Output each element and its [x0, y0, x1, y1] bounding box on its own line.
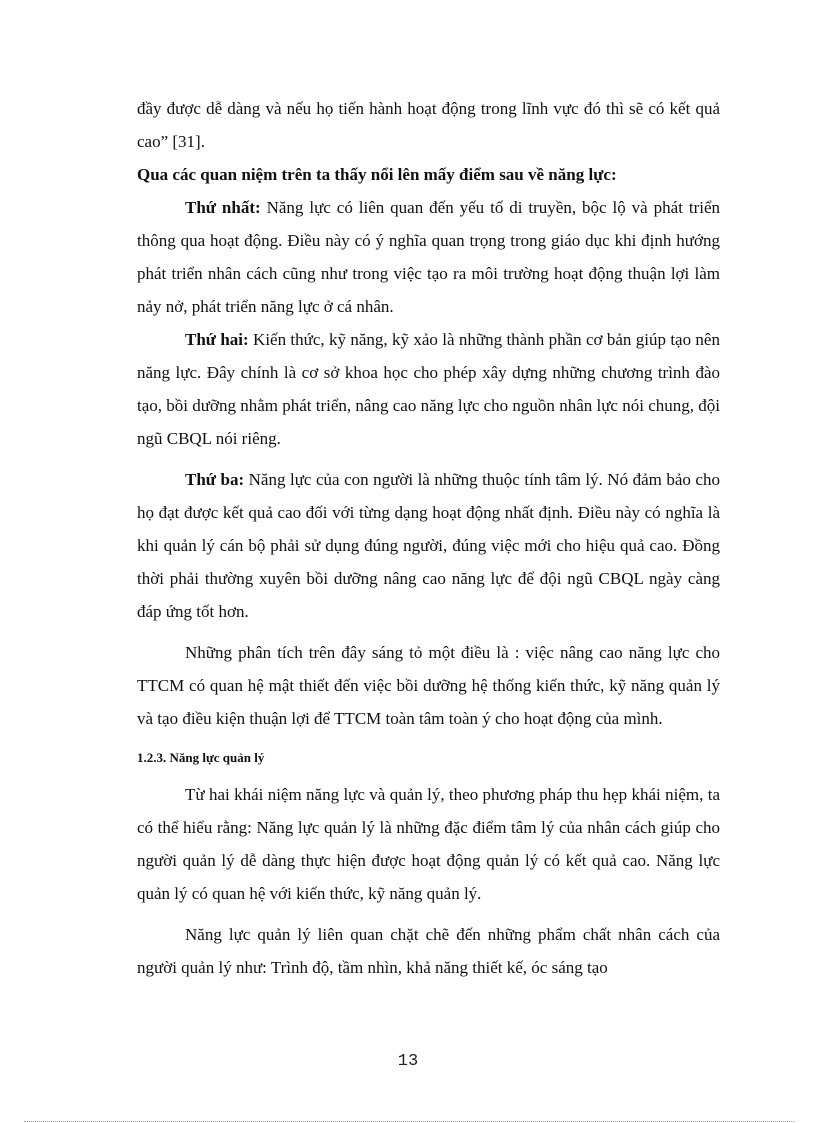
text-second: Kiến thức, kỹ năng, kỹ xảo là những thành phần cơ bản giúp tạo nên năng lực. Đây chính là cơ sở khoa học cho phép xây dựng những chương trình đào tạo, bồi dưỡng nhằm phát triển, nâng cao năng lực cho nguồn nhân lực nói chung, đội ngũ CBQL nói riêng.	[137, 330, 720, 448]
paragraph-last: Năng lực quản lý liên quan chặt chẽ đến những phẩm chất nhân cách của người quản lý như: Trình độ, tầm nhìn, khả năng thiết kế, óc sáng tạo	[137, 925, 720, 977]
paragraph-intro-continued: đầy được dễ dàng và nếu họ tiến hành hoạt động trong lĩnh vực đó thì sẽ có kết quả cao” [31].	[137, 99, 720, 151]
paragraph-second-point	[137, 323, 720, 455]
text-third: Năng lực của con người là những thuộc tính tâm lý. Nó đảm bảo cho họ đạt được kết quả cao đối với từng dạng hoạt động nhất định. Điều này có nghĩa là khi quản lý cán bộ phải sử dụng đúng người, đúng việc mới cho hiệu quả cao. Đồng thời phải thường xuyên bồi dưỡng nâng cao năng lực để đội ngũ CBQL ngày càng đáp ứng tốt hơn.	[137, 470, 720, 621]
label-first: Thứ nhất:	[185, 198, 261, 217]
label-second: Thứ hai:	[185, 330, 249, 349]
section-heading-summary: Qua các quan niệm trên ta thấy nổi lên mấy điểm sau về năng lực:	[137, 165, 617, 184]
paragraph-analysis: Những phân tích trên đây sáng tỏ một điều là : việc nâng cao năng lực cho TTCM có quan hệ mật thiết đến việc bồi dưỡng hệ thống kiến thức, kỹ năng quản lý và tạo điều kiện thuận lợi để TTCM toàn tâm toàn ý cho hoạt động của mình.	[137, 643, 720, 728]
footer-divider	[24, 1121, 794, 1122]
paragraph-first-point	[137, 191, 720, 323]
paragraph-definition: Từ hai khái niệm năng lực và quản lý, theo phương pháp thu hẹp khái niệm, ta có thể hiểu rằng: Năng lực quản lý là những đặc điểm tâm lý của nhân cách giúp cho người quản lý dễ dàng thực hiện được hoạt động quản lý có kết quả cao. Năng lực quản lý có quan hệ với kiến thức, kỹ năng quản lý.	[137, 785, 720, 903]
text-first: Năng lực có liên quan đến yếu tố di truyền, bộc lộ và phát triển thông qua hoạt động. Điều này có ý nghĩa quan trọng trong giáo dục khi định hướng phát triển nhân cách cũng như trong việc tạo ra môi trường hoạt động thuận lợi làm nảy nở, phát triển năng lực ở cá nhân.	[137, 198, 721, 316]
paragraph-third-point	[137, 463, 720, 628]
label-third: Thứ ba:	[185, 470, 245, 489]
body-text	[137, 92, 720, 984]
section-title: 1.2.3. Năng lực quản lý	[137, 750, 265, 765]
page-number: 13	[397, 1052, 419, 1071]
